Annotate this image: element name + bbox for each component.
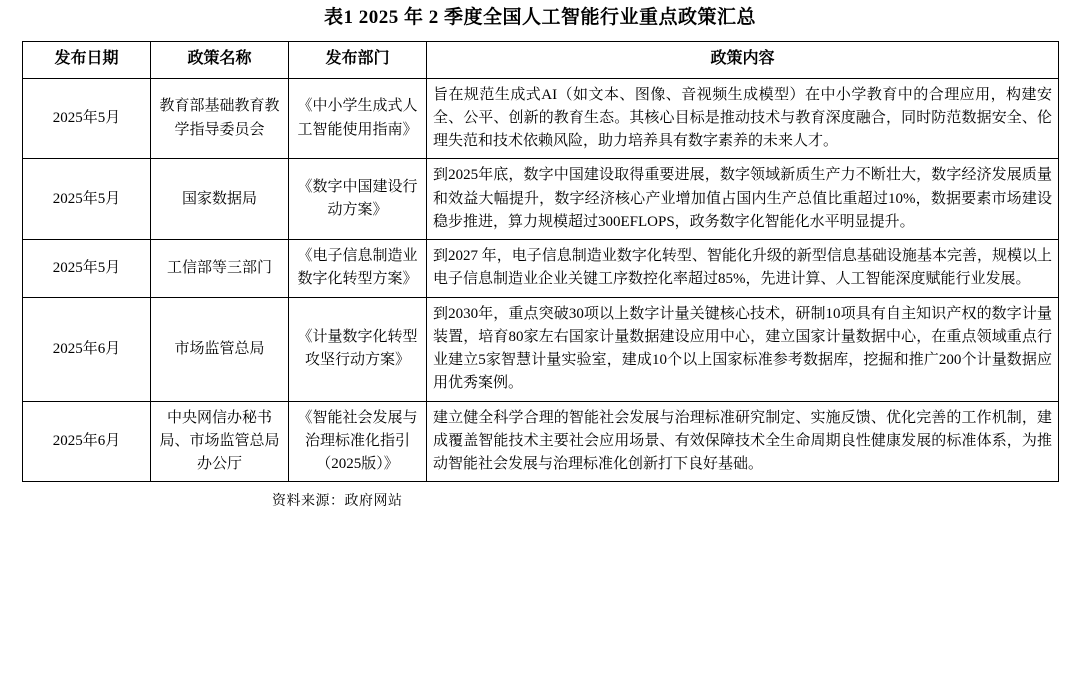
cell-policy-name: 中央网信办秘书局、市场监管总局办公厅 — [151, 401, 289, 482]
cell-issuing-dept: 《电子信息制造业数字化转型方案》 — [289, 240, 427, 298]
cell-policy-name: 国家数据局 — [151, 159, 289, 240]
table-header-row — [23, 41, 1059, 78]
cell-date: 2025年5月 — [23, 240, 151, 298]
column-header-content: 政策内容 — [427, 41, 1059, 78]
cell-issuing-dept: 《中小学生成式人工智能使用指南》 — [289, 78, 427, 159]
cell-policy-content: 到2027 年，电子信息制造业数字化转型、智能化升级的新型信息基础设施基本完善，规模以上电子信息制造业企业关键工序数控化率超过85%，先进计算、人工智能深度赋能行业发展。 — [427, 240, 1059, 298]
cell-policy-name: 教育部基础教育教学指导委员会 — [151, 78, 289, 159]
cell-issuing-dept: 《智能社会发展与治理标准化指引（2025版）》 — [289, 401, 427, 482]
policy-summary-table — [22, 41, 1059, 483]
cell-policy-name: 工信部等三部门 — [151, 240, 289, 298]
table-row — [23, 240, 1059, 298]
cell-policy-content: 到2025年底，数字中国建设取得重要进展，数字领域新质生产力不断壮大，数字经济发展质量和效益大幅提升，数字经济核心产业增加值占国内生产总值比重超过10%，数据要素市场建设稳步推进，算力规模超过300EFLOPS，政务数字化智能化水平明显提升。 — [427, 159, 1059, 240]
table-row — [23, 401, 1059, 482]
cell-date: 2025年5月 — [23, 78, 151, 159]
table-row — [23, 159, 1059, 240]
cell-date: 2025年6月 — [23, 401, 151, 482]
page-title: 表1 2025 年 2 季度全国人工智能行业重点政策汇总 — [323, 7, 756, 28]
cell-policy-content: 建立健全科学合理的智能社会发展与治理标准研究制定、实施反馈、优化完善的工作机制，建成覆盖智能技术主要社会应用场景、有效保障技术全生命周期良性健康发展的标准体系，为推动智能社会发展与治理标准化创新打下良好基础。 — [427, 401, 1059, 482]
cell-policy-content: 到2030年，重点突破30项以上数字计量关键核心技术，研制10项具有自主知识产权的数字计量装置，培育80家左右国家计量数据建设应用中心，建立国家计量数据中心，在重点领域重点行业建立5家智慧计量实验室，建成10个以上国家标准参考数据库，挖掘和推广200个计量数据应用优秀案例。 — [427, 297, 1059, 401]
column-header-name: 政策名称 — [151, 41, 289, 78]
cell-policy-name: 市场监管总局 — [151, 297, 289, 401]
table-row — [23, 297, 1059, 401]
source-note: 资料来源：政府网站 — [272, 494, 403, 510]
cell-date: 2025年5月 — [23, 159, 151, 240]
table-row — [23, 78, 1059, 159]
cell-issuing-dept: 《计量数字化转型攻坚行动方案》 — [289, 297, 427, 401]
column-header-date: 发布日期 — [23, 41, 151, 78]
cell-date: 2025年6月 — [23, 297, 151, 401]
cell-policy-content: 旨在规范生成式AI（如文本、图像、音视频生成模型）在中小学教育中的合理应用，构建安全、公平、创新的教育生态。其核心目标是推动技术与教育深度融合，同时防范数据安全、伦理失范和技术依赖风险，助力培养具有数字素养的未来人才。 — [427, 78, 1059, 159]
column-header-dept: 发布部门 — [289, 41, 427, 78]
cell-issuing-dept: 《数字中国建设行动方案》 — [289, 159, 427, 240]
